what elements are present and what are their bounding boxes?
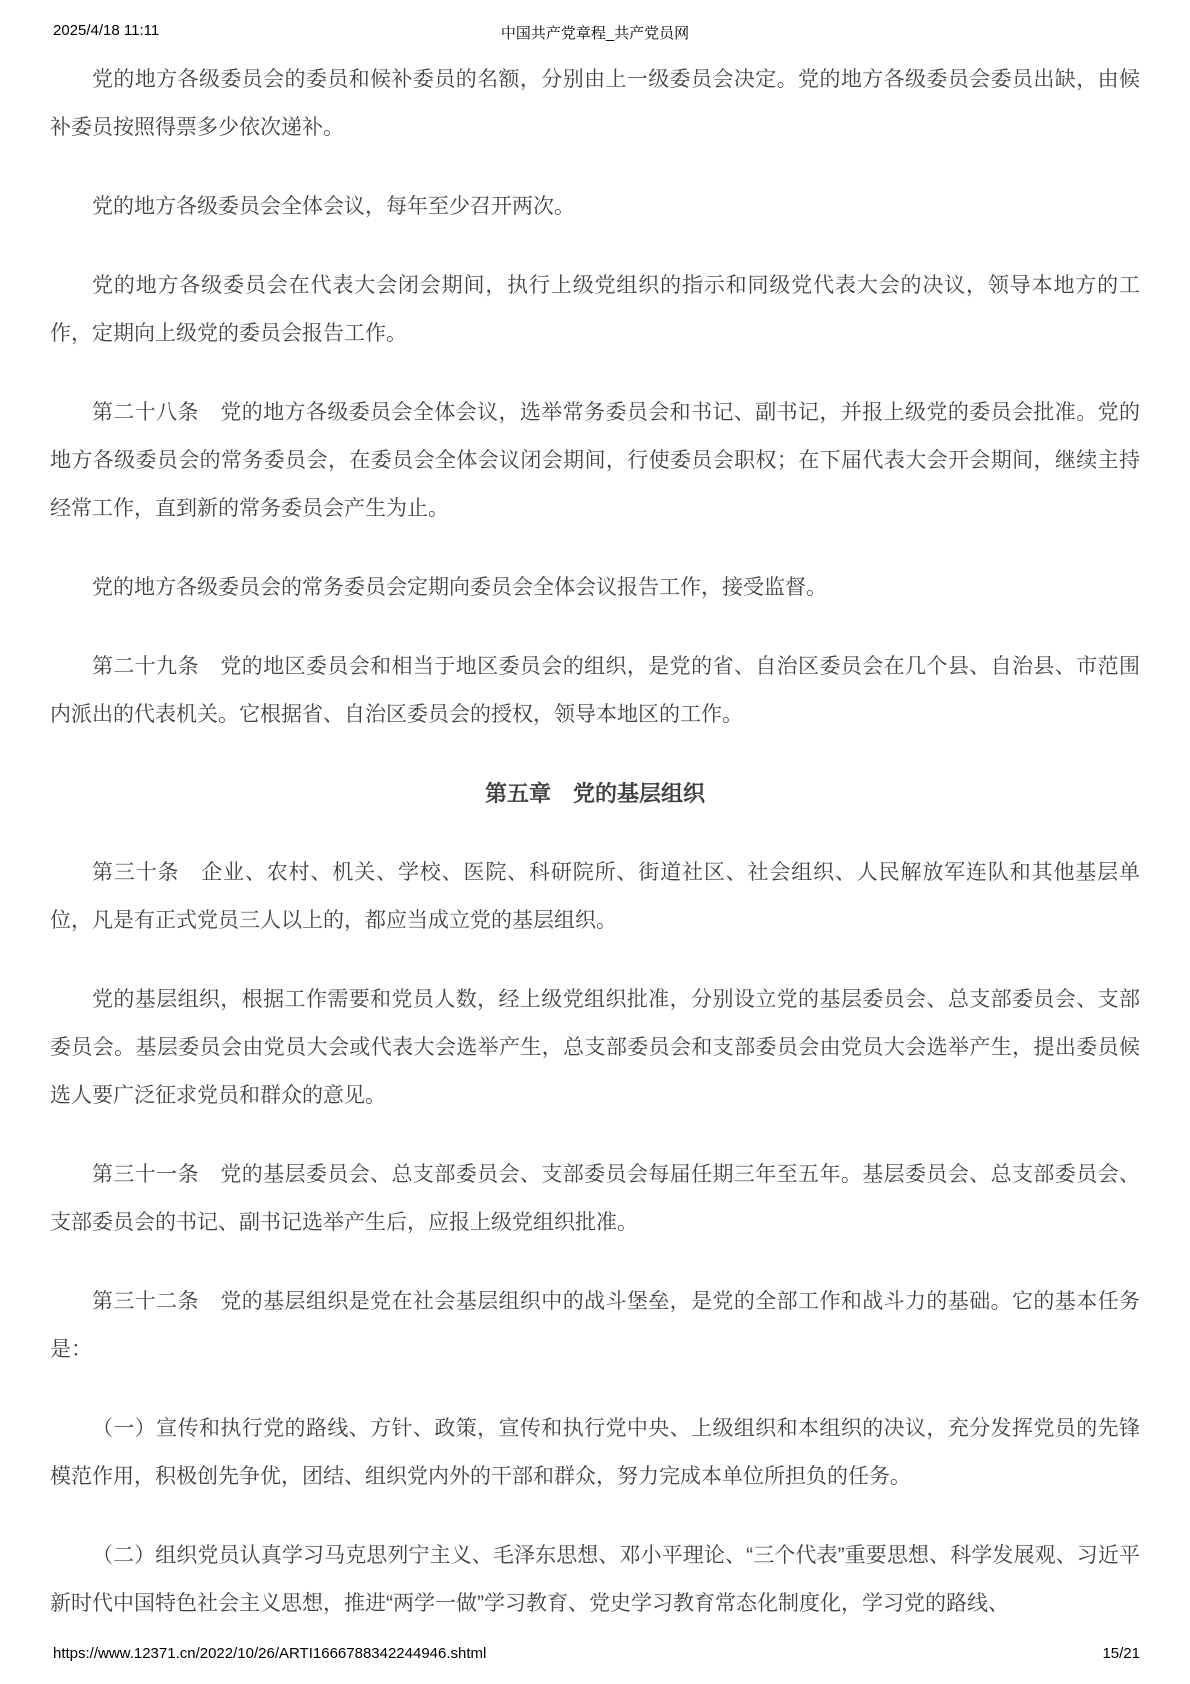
- paragraph-article-30: 第三十条 企业、农村、机关、学校、医院、科研院所、街道社区、社会组织、人民解放军连队和其他基层单位，凡是有正式党员三人以上的，都应当成立党的基层组织。: [50, 861, 1140, 932]
- print-footer: [53, 1645, 1140, 1662]
- paragraph-item-2: （二）组织党员认真学习马克思列宁主义、毛泽东思想、邓小平理论、“三个代表”重要思想、科学发展观、习近平新时代中国特色社会主义思想，推进“两学一做”学习教育、党史学习教育常态化制度化，学习党的路线、: [50, 1544, 1140, 1615]
- paragraph-item-1: （一）宣传和执行党的路线、方针、政策，宣传和执行党中央、上级组织和本组织的决议，充分发挥党员的先锋模范作用，积极创先争优，团结、组织党内外的干部和群众，努力完成本单位所担负的任务。: [50, 1417, 1140, 1488]
- paragraph: 党的基层组织，根据工作需要和党员人数，经上级党组织批准，分别设立党的基层委员会、总支部委员会、支部委员会。基层委员会由党员大会或代表大会选举产生，总支部委员会和支部委员会由党员大会选举产生，提出委员候选人要广泛征求党员和群众的意见。: [50, 988, 1140, 1107]
- chapter-heading: 第五章 党的基层组织: [484, 781, 705, 806]
- print-header: [0, 22, 1190, 44]
- document-title: 中国共产党章程_共产党员网: [500, 25, 690, 42]
- paragraph: 党的地方各级委员会在代表大会闭会期间，执行上级党组织的指示和同级党代表大会的决议，领导本地方的工作，定期向上级党的委员会报告工作。: [50, 274, 1140, 345]
- paragraph-article-32: 第三十二条 党的基层组织是党在社会基层组织中的战斗堡垒，是党的全部工作和战斗力的基础。它的基本任务是：: [50, 1290, 1140, 1361]
- page-number: 15/21: [1102, 1645, 1140, 1662]
- paragraph: 党的地方各级委员会的委员和候补委员的名额，分别由上一级委员会决定。党的地方各级委员会委员出缺，由候补委员按照得票多少依次递补。: [50, 68, 1140, 139]
- paragraph: 党的地方各级委员会的常务委员会定期向委员会全体会议报告工作，接受监督。: [92, 576, 827, 599]
- print-datetime: 2025/4/18 11:11: [53, 22, 160, 39]
- document-body: [50, 56, 1140, 1659]
- paragraph-article-29: 第二十九条 党的地区委员会和相当于地区委员会的组织，是党的省、自治区委员会在几个县、自治县、市范围内派出的代表机关。它根据省、自治区委员会的授权，领导本地区的工作。: [50, 655, 1140, 726]
- paragraph: 党的地方各级委员会全体会议，每年至少召开两次。: [92, 195, 575, 218]
- paragraph-article-31: 第三十一条 党的基层委员会、总支部委员会、支部委员会每届任期三年至五年。基层委员会、总支部委员会、支部委员会的书记、副书记选举产生后，应报上级党组织批准。: [50, 1163, 1140, 1234]
- source-url: https://www.12371.cn/2022/10/26/ARTI1666788342244946.shtml: [53, 1645, 487, 1662]
- paragraph-article-28: 第二十八条 党的地方各级委员会全体会议，选举常务委员会和书记、副书记，并报上级党的委员会批准。党的地方各级委员会的常务委员会，在委员会全体会议闭会期间，行使委员会职权；在下届代表大会开会期间，继续主持经常工作，直到新的常务委员会产生为止。: [50, 401, 1140, 520]
